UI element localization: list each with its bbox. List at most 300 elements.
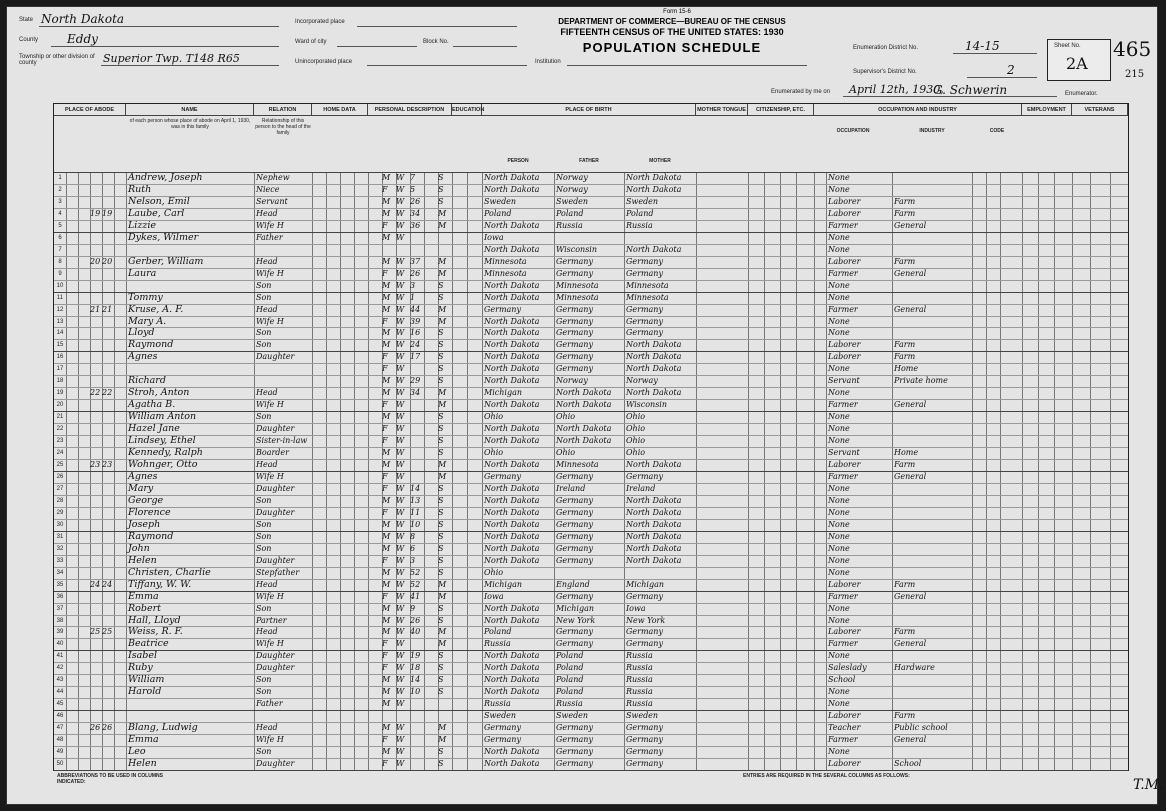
cell-n: 39 [56,629,64,636]
cell-name: Mary A. [128,315,167,327]
cell-bp: North Dakota [484,543,540,553]
cell-n: 40 [56,641,64,648]
cell-ms: S [438,747,444,757]
cell-name: Florence [128,506,171,518]
cell-sex: M [382,495,391,505]
cell-occ: School [828,675,856,685]
cell-ms: S [438,507,444,517]
cell-ms: S [438,173,444,182]
cell-sex: F [382,639,388,649]
cell-name: Robert [128,602,161,614]
cell-occ: Laborer [828,627,861,637]
group-education: EDUCATION [452,104,482,116]
cell-ms: S [438,615,444,625]
cell-bp: North Dakota [484,220,540,230]
cell-bp: North Dakota [484,747,540,757]
cell-age: 34 [410,208,421,218]
cell-race: W [396,376,405,386]
cell-fbp: Germany [556,531,593,541]
cell-sex: M [382,208,391,218]
cell-bp: Iowa [484,591,504,601]
cell-race: W [396,723,405,733]
cell-mbp: Michigan [626,579,664,589]
ward-label: Ward of city [295,39,327,45]
cell-sex: F [382,759,388,769]
cell-ms: S [438,364,444,374]
cell-race: W [396,388,405,398]
cell-sex: M [382,388,391,398]
cell-name: Harold [128,686,162,698]
cell-race: W [396,567,405,577]
cell-ms: S [438,483,444,493]
cell-age: 16 [410,328,421,338]
cell-mbp: Russia [626,699,653,709]
cell-occ: None [828,747,850,757]
cell-race: W [396,555,405,565]
cell-mbp: North Dakota [626,173,682,182]
cell-n: 42 [56,665,64,672]
cell-race: W [396,448,405,458]
cell-mbp: Poland [626,208,654,218]
cell-rel: Son [256,519,272,529]
cell-sex: F [382,651,388,661]
cell-race: W [396,328,405,338]
cell-ms: S [438,687,444,697]
cell-name: Nelson, Emil [128,195,190,207]
cell-fbp: Germany [556,304,593,314]
cell-rel: Wife H [256,220,284,230]
cell-name: Raymond [128,339,174,351]
cell-dw: 24 [90,579,101,589]
cell-rel: Wife H [256,735,284,745]
cell-rel: Son [256,328,272,338]
cell-rel: Boarder [256,448,289,458]
cell-name: Ruth [128,183,152,195]
cell-fbp: Poland [556,675,584,685]
cell-race: W [396,759,405,769]
cell-fam: 22 [102,388,113,398]
cell-rel: Daughter [256,555,295,565]
cell-name: George [128,494,164,506]
father-column-head: FATHER [579,158,599,164]
cell-occ: Servant [828,448,860,458]
cell-n: 3 [58,198,62,205]
cell-dw: 19 [90,208,101,218]
schedule-title: POPULATION SCHEDULE [582,40,762,55]
cell-sex: F [382,483,388,493]
cell-ms: S [438,280,444,290]
cell-race: W [396,292,405,302]
cell-bp: North Dakota [484,759,540,769]
cell-bp: North Dakota [484,663,540,673]
cell-rel: Stepfather [256,567,300,577]
cell-occ: Farmer [828,304,858,314]
cell-n: 17 [56,366,64,373]
cell-fbp: Germany [556,256,593,266]
cell-age: 26 [410,268,421,278]
cell-mbp: Germany [626,328,663,338]
cell-name: Raymond [128,530,174,542]
cell-race: W [396,472,405,481]
cell-n: 30 [56,521,64,528]
cell-ms: S [438,412,444,422]
cell-fbp: Poland [556,208,584,218]
cell-fbp: Minnesota [556,292,599,302]
cell-sex: F [382,663,388,673]
cell-mbp: Ohio [626,448,646,458]
cell-sex: F [382,735,388,745]
cell-ms: S [438,531,444,541]
cell-rel: Daughter [256,424,295,434]
cell-fbp: Germany [556,340,593,350]
cell-name: Wohnger, Otto [128,459,198,471]
cell-fbp: North Dakota [556,388,612,398]
industry-column-head: INDUSTRY [919,128,945,134]
cell-ind: General [894,268,927,278]
cell-race: W [396,340,405,350]
cell-fbp: England [556,579,590,589]
cell-fbp: Wisconsin [556,244,598,254]
cell-ms: S [438,651,444,661]
cell-ms: S [438,495,444,505]
cell-n: 50 [56,761,64,768]
supervisor-label: Supervisor's District No. [853,69,917,75]
cell-fbp: New York [556,615,596,625]
cell-n: 37 [56,605,64,612]
cell-sex: F [382,555,388,565]
cell-occ: None [828,687,850,697]
cell-bp: Sweden [484,711,517,721]
cell-n: 4 [58,210,62,217]
cell-race: W [396,531,405,541]
cell-age: 40 [410,627,421,637]
cell-name: William Anton [128,411,197,423]
cell-race: W [396,675,405,685]
cell-bp: North Dakota [484,531,540,541]
cell-n: 13 [56,318,64,325]
cell-mbp: North Dakota [626,184,682,194]
cell-ms: M [438,735,447,745]
cell-fbp: Germany [556,316,593,326]
cell-age: 24 [410,340,421,350]
cell-occ: Farmer [828,400,858,410]
cell-rel: Sister-in-law [256,436,308,446]
cell-ms: M [438,256,447,266]
enum-district-label: Enumeration District No. [853,45,919,51]
cell-rel: Wife H [256,316,284,326]
cell-n: 36 [56,593,64,600]
cell-age: 52 [410,567,421,577]
cell-fbp: Germany [556,472,593,481]
cell-race: W [396,579,405,589]
cell-ind: General [894,304,927,314]
cell-name: Hazel Jane [128,423,180,435]
cell-sex: M [382,723,391,733]
cell-n: 6 [58,234,62,241]
abbrev-title: ABBREVIATIONS TO BE USED IN COLUMNS INDICATED: [57,773,163,785]
cell-rel: Wife H [256,639,284,649]
cell-bp: Ohio [484,448,504,458]
cell-age: 39 [410,316,421,326]
cell-bp: Minnesota [484,256,527,266]
cell-bp: Germany [484,735,521,745]
cell-dw: 20 [90,256,101,266]
cell-ind: Farm [894,579,916,589]
cell-bp: North Dakota [484,340,540,350]
cell-fbp: Germany [556,328,593,338]
cell-occ: Saleslady [828,663,867,673]
cell-occ: None [828,173,850,182]
cell-occ: None [828,543,850,553]
cell-bp: Michigan [484,579,522,589]
cell-race: W [396,507,405,517]
cell-ms: S [438,555,444,565]
cell-race: W [396,639,405,649]
cell-occ: None [828,292,850,302]
cell-mbp: Sweden [626,711,659,721]
cell-sex: M [382,567,391,577]
cell-occ: Farmer [828,591,858,601]
cell-ind: School [894,759,922,769]
cell-fbp: Germany [556,352,593,362]
cell-mbp: North Dakota [626,244,682,254]
cell-bp: North Dakota [484,328,540,338]
cell-bp: North Dakota [484,687,540,697]
cell-ms: M [438,208,447,218]
cell-mbp: Germany [626,759,663,769]
cell-ind: Farm [894,627,916,637]
cell-occ: Laborer [828,196,861,206]
cell-mbp: Germany [626,316,663,326]
cell-name: Tiffany, W. W. [128,578,192,590]
cell-mbp: Wisconsin [626,400,668,410]
cell-ms: M [438,388,447,398]
cell-bp: Ohio [484,567,504,577]
cell-name: Dykes, Wilmer [128,231,199,243]
cell-age: 19 [410,651,421,661]
cell-n: 35 [56,581,64,588]
cell-occ: None [828,436,850,446]
cell-bp: North Dakota [484,184,540,194]
person-column-head: PERSON [507,158,529,164]
cell-rel: Son [256,543,272,553]
cell-rel: Son [256,687,272,697]
form-number: Form 15-6 [663,9,691,15]
cell-bp: North Dakota [484,507,540,517]
cell-sex: M [382,519,391,529]
cell-occ: None [828,316,850,326]
cell-fbp: Norway [556,184,588,194]
cell-bp: Russia [484,639,511,649]
cell-sex: F [382,507,388,517]
cell-sex: M [382,675,391,685]
cell-age: 9 [410,603,416,613]
cell-name: Ruby [128,662,153,674]
cell-occ: Servant [828,376,860,386]
cell-sex: F [382,400,388,410]
cell-name: Christen, Charlie [128,566,211,578]
cell-ind: Farm [894,460,916,470]
code-column-head: CODE [989,128,1005,134]
cell-rel: Wife H [256,472,284,481]
cell-age: 14 [410,675,421,685]
cell-sex: F [382,472,388,481]
group-place-of-abode: PLACE OF ABODE [54,104,126,116]
cell-n: 41 [56,653,64,660]
cell-ind: General [894,591,927,601]
cell-race: W [396,304,405,314]
group-occupation: OCCUPATION AND INDUSTRY [814,104,1022,116]
cell-mbp: Russia [626,663,653,673]
cell-fbp: Ireland [556,483,586,493]
cell-ms: M [438,400,447,410]
cell-n: 8 [58,258,62,265]
cell-race: W [396,747,405,757]
cell-n: 25 [56,462,64,469]
cell-ms: S [438,603,444,613]
cell-bp: Ohio [484,412,504,422]
cell-bp: North Dakota [484,675,540,685]
cell-n: 34 [56,569,64,576]
cell-mbp: Germany [626,472,663,481]
cell-n: 14 [56,330,64,337]
cell-age: 52 [410,579,421,589]
cell-race: W [396,543,405,553]
cell-bp: North Dakota [484,424,540,434]
cell-race: W [396,699,405,709]
cell-rel: Partner [256,615,287,625]
cell-mbp: Russia [626,220,653,230]
cell-race: W [396,663,405,673]
census-sheet [6,6,1164,805]
cell-fam: 20 [102,256,113,266]
cell-sex: F [382,591,388,601]
cell-race: W [396,316,405,326]
cell-n: 29 [56,509,64,516]
cell-race: W [396,627,405,637]
cell-name: Agatha B. [128,399,176,411]
cell-mbp: Germany [626,268,663,278]
cell-ms: S [438,436,444,446]
cell-occ: None [828,280,850,290]
cell-name: Gerber, William [128,255,204,267]
cell-sex: M [382,412,391,422]
cell-name: Mary [128,482,154,494]
cell-dw: 21 [90,304,101,314]
cell-fam: 24 [102,579,113,589]
cell-bp: Michigan [484,388,522,398]
cell-n: 20 [56,402,64,409]
cell-fbp: Sweden [556,711,589,721]
cell-name: Lizzie [128,219,157,231]
cell-occ: None [828,519,850,529]
group-citizenship: CITIZENSHIP, ETC. [748,104,814,116]
cell-race: W [396,280,405,290]
cell-name: Richard [128,375,166,387]
cell-fbp: Minnesota [556,460,599,470]
cell-mbp: North Dakota [626,364,682,374]
cell-fbp: Germany [556,555,593,565]
county-label: County [19,37,39,43]
cell-age: 26 [410,615,421,625]
cell-ms: M [438,316,447,326]
cell-ms: M [438,220,447,230]
cell-n: 26 [56,474,64,480]
enumerator-label: Enumerator. [1065,91,1098,97]
cell-mbp: North Dakota [626,507,682,517]
cell-sex: F [382,364,388,374]
cell-fbp: Germany [556,507,593,517]
cell-fbp: Germany [556,268,593,278]
cell-age: 34 [410,388,421,398]
cell-occ: Laborer [828,208,861,218]
cell-age: 7 [410,173,416,182]
cell-rel: Head [256,256,278,266]
cell-rel: Daughter [256,507,295,517]
cell-name: Laura [128,267,157,279]
cell-age: 14 [410,483,421,493]
cell-bp: North Dakota [484,555,540,565]
cell-ms: M [438,268,447,278]
cell-mbp: Germany [626,304,663,314]
cell-fam: 21 [102,304,113,314]
cell-bp: North Dakota [484,173,540,182]
cell-ms: S [438,328,444,338]
cell-rel: Daughter [256,352,295,362]
cell-bp: North Dakota [484,280,540,290]
cell-fbp: Ohio [556,448,576,458]
cell-age: 37 [410,256,421,266]
census-title: FIFTEENTH CENSUS OF THE UNITED STATES: 1930 [560,27,784,37]
cell-n: 10 [56,282,64,289]
cell-fbp: Ohio [556,412,576,422]
cell-fbp: Germany [556,747,593,757]
entries-title: ENTRIES ARE REQUIRED IN THE SEVERAL COLUMNS AS FOLLOWS: [743,773,910,779]
cell-rel: Head [256,579,278,589]
cell-ind: General [894,735,927,745]
sheet-number-box [1047,39,1111,81]
cell-bp: North Dakota [484,519,540,529]
cell-age: 5 [410,184,416,194]
cell-rel: Son [256,412,272,422]
cell-n: 19 [56,390,64,397]
cell-mbp: Minnesota [626,280,669,290]
cell-ms: M [438,591,447,601]
cell-race: W [396,615,405,625]
cell-occ: Farmer [828,220,858,230]
cell-age: 41 [410,591,421,601]
group-employment: EMPLOYMENT [1022,104,1072,116]
cell-fbp: Russia [556,699,583,709]
cell-age: 13 [410,495,421,505]
cell-rel: Servant [256,196,288,206]
cell-sex: M [382,747,391,757]
cell-occ: Laborer [828,579,861,589]
cell-bp: North Dakota [484,376,540,386]
cell-rel: Wife H [256,591,284,601]
cell-mbp: Germany [626,735,663,745]
township-value: Superior Twp. T148 R65 [103,52,240,65]
cell-fbp: North Dakota [556,400,612,410]
cell-sex: M [382,615,391,625]
cell-ind: Farm [894,711,916,721]
name-column-head: of each person whose place of abode on April 1, 1930, was in this family [129,118,251,130]
cell-sex: M [382,256,391,266]
cell-sex: F [382,436,388,446]
cell-sex: F [382,184,388,194]
cell-occ: None [828,603,850,613]
cell-n: 9 [58,270,62,277]
